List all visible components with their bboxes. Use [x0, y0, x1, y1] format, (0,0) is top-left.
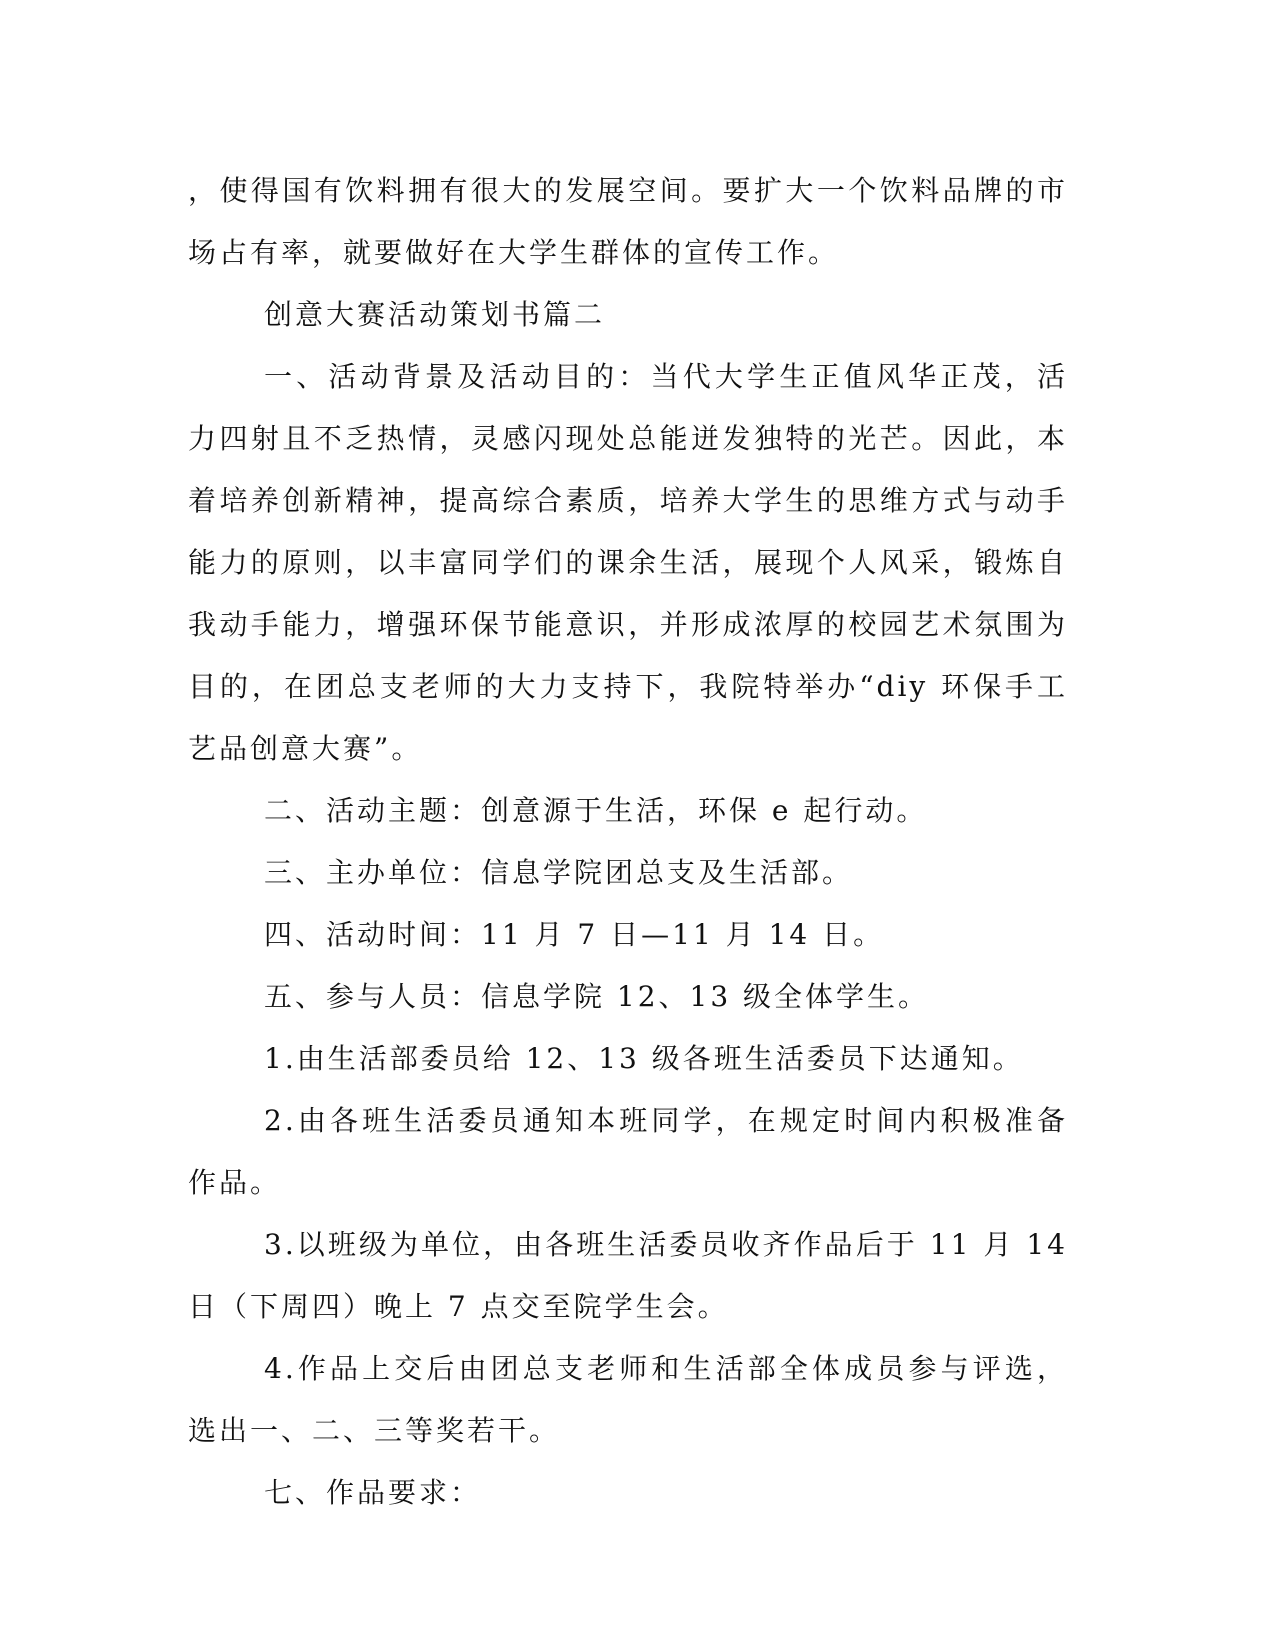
paragraph-requirements: 七、作品要求：: [264, 1476, 482, 1509]
paragraph-background: 一、活动背景及活动目的：当代大学生正值风华正茂，活力四射且不乏热情，灵感闪现处总能迸发独特的光芒。因此，本着培养创新精神，提高综合素质，培养大学生的思维方式与动手能力的原则，以丰富同学们的课余生活，展现个人风采，锻炼自我动手能力，增强环保节能意识，并形成浓厚的校园艺术氛围为目的，在团总支老师的大力支持下，我院特举办“diy 环保手工艺品创意大赛”。: [188, 360, 1068, 765]
document-body: [188, 160, 1068, 1524]
list-item-4: 4.作品上交后由团总支老师和生活部全体成员参与评选，选出一、二、三等奖若干。: [188, 1352, 1068, 1447]
section-title: 创意大赛活动策划书篇二: [264, 298, 606, 331]
paragraph-time: 四、活动时间：11 月 7 日—11 月 14 日。: [264, 918, 885, 951]
paragraph-theme: 二、活动主题：创意源于生活，环保 e 起行动。: [264, 794, 928, 827]
list-item-1: 1.由生活部委员给 12、13 级各班生活委员下达通知。: [264, 1042, 1024, 1075]
list-item-2: 2.由各班生活委员通知本班同学，在规定时间内积极准备作品。: [188, 1104, 1068, 1199]
paragraph-continuation: ，使得国有饮料拥有很大的发展空间。要扩大一个饮料品牌的市场占有率，就要做好在大学生群体的宣传工作。: [188, 174, 1068, 269]
paragraph-organizer: 三、主办单位：信息学院团总支及生活部。: [264, 856, 854, 889]
list-item-3: 3.以班级为单位，由各班生活委员收齐作品后于 11 月 14 日（下周四）晚上 7 点交至院学生会。: [188, 1228, 1068, 1323]
paragraph-participants: 五、参与人员：信息学院 12、13 级全体学生。: [264, 980, 930, 1013]
